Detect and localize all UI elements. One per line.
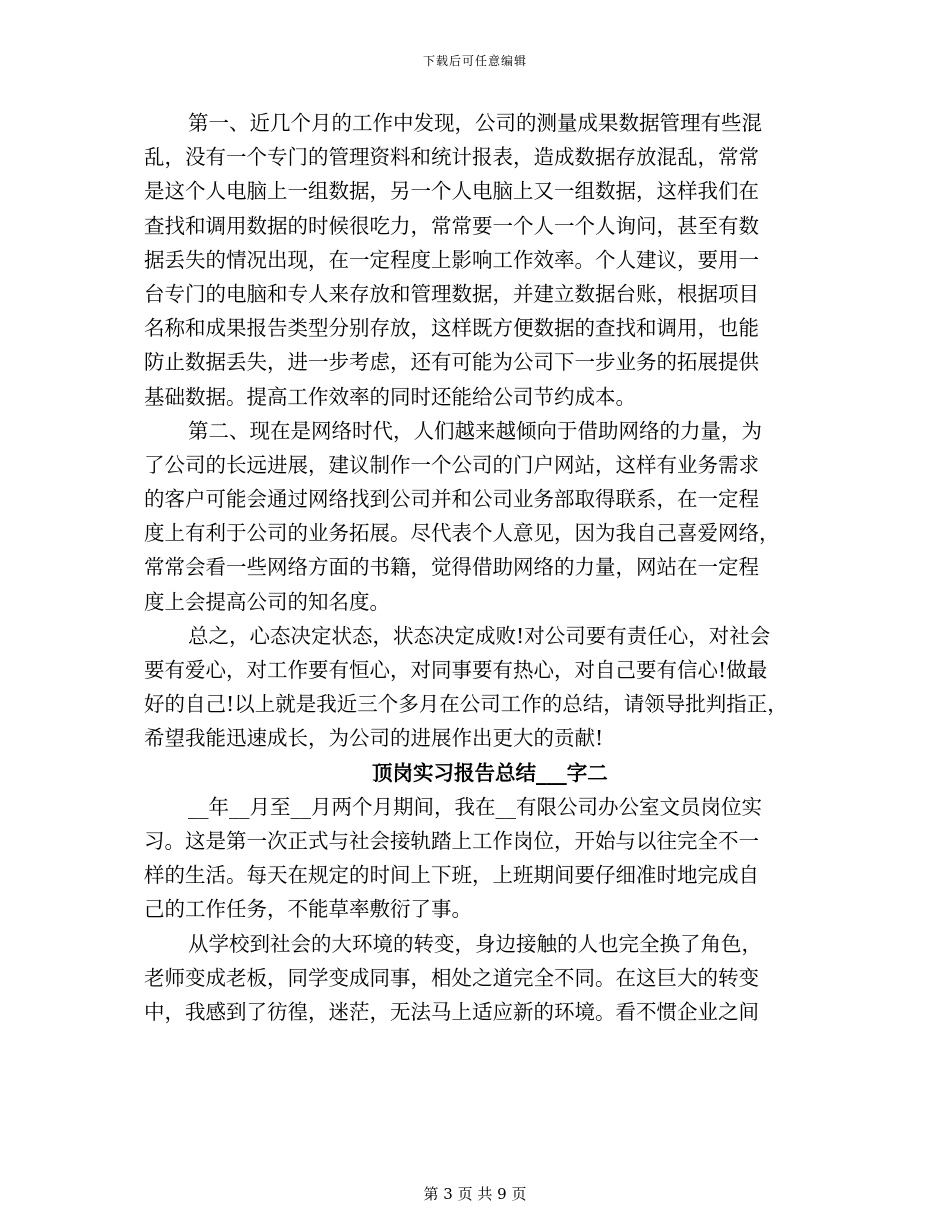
text-line: 第一、近几个月的工作中发现，公司的测量成果数据管理有些混 — [188, 111, 762, 135]
paragraph — [144, 790, 822, 927]
text-line: 老师变成老板，同学变成同事，相处之道完全不同。在这巨大的转变 — [144, 965, 759, 990]
text-line: 是这个人电脑上一组数据，另一个人电脑上又一组数据，这样我们在 — [144, 179, 759, 204]
paragraph — [144, 414, 822, 619]
document-body — [144, 106, 822, 1029]
text-line: 希望我能迅速成长，为公司的进展作出更大的贡献! — [144, 726, 604, 751]
page-header: 下载后可任意编辑 — [422, 54, 527, 68]
page-footer: 第 3 页 共 9 页 — [423, 1185, 527, 1203]
text-line: 度上有利于公司的业务拓展。尽代表个人意见，因为我自己喜爱网络， — [144, 521, 780, 546]
text-line: 好的自己!以上就是我近三个多月在公司工作的总结，请领导批判指正， — [144, 692, 788, 717]
text-line: 名称和成果报告类型分别存放，这样既方便数据的查找和调用，也能 — [144, 316, 759, 341]
text-line: 查找和调用数据的时候很吃力，常常要一个人一个人询问，甚至有数 — [144, 213, 759, 238]
text-line: 据丢失的情况出现，在一定程度上影响工作效率。个人建议，要用一 — [144, 247, 759, 272]
text-line: 要有爱心，对工作要有恒心，对同事要有热心，对自己要有信心!做最 — [144, 658, 768, 682]
text-line: 台专门的电脑和专人来存放和管理数据，并建立数据台账，根据项目 — [144, 281, 759, 306]
text-line: 样的生活。每天在规定的时间上下班，上班期间要仔细准时地完成自 — [144, 863, 759, 888]
text-line: 基础数据。提高工作效率的同时还能给公司节约成本。 — [144, 384, 636, 409]
text-line: __年__月至__月两个月期间，我在__有限公司办公室文员岗位实 — [188, 794, 762, 819]
text-line: 了公司的长远进展，建议制作一个公司的门户网站，这样有业务需求 — [144, 452, 759, 477]
text-line: 第二、现在是网络时代，人们越来越倾向于借助网络的力量，为 — [188, 418, 762, 443]
text-line: 度上会提高公司的知名度。 — [144, 589, 390, 614]
text-line: 防止数据丢失，进一步考虑，还有可能为公司下一步业务的拓展提供 — [144, 350, 759, 375]
section-heading: 顶岗实习报告总结___字二 — [372, 760, 608, 785]
text-line: 己的工作任务，不能草率敷衍了事。 — [144, 897, 472, 922]
text-line: 总之，心态决定状态，状态决定成败!对公司要有责任心，对社会 — [188, 623, 771, 648]
text-line: 中，我感到了彷徨，迷茫，无法马上适应新的环境。看不惯企业之间 — [144, 999, 759, 1024]
text-line: 习。这是第一次正式与社会接轨踏上工作岗位，开始与以往完全不一 — [144, 828, 759, 853]
paragraph — [144, 927, 822, 1030]
text-line: 常常会看一些网络方面的书籍，觉得借助网络的力量，网站在一定程 — [144, 555, 759, 580]
paragraph — [144, 619, 822, 756]
paragraph — [144, 106, 822, 414]
text-line: 从学校到社会的大环境的转变，身边接触的人也完全换了角色， — [188, 931, 762, 956]
text-line: 乱，没有一个专门的管理资料和统计报表，造成数据存放混乱，常常 — [144, 145, 759, 170]
text-line: 的客户可能会通过网络找到公司并和公司业务部取得联系，在一定程 — [144, 487, 759, 512]
